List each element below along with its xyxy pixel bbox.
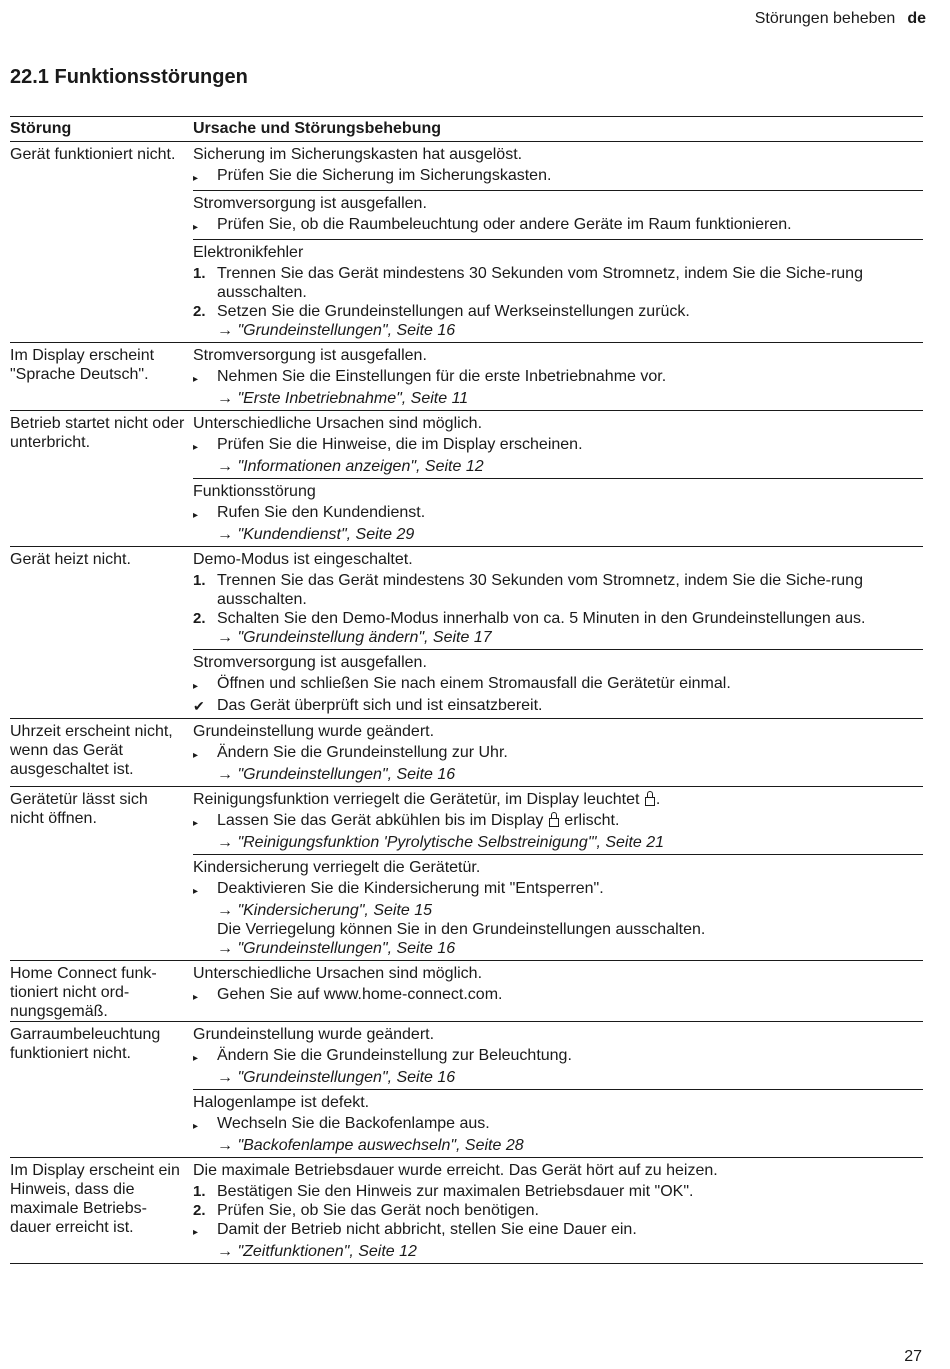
cause-text-end: . [655,791,661,808]
list-item [193,166,923,188]
cause-text: Demo-Modus ist eingeschaltet. [193,551,413,568]
table-row [10,719,923,787]
cause-block [193,142,923,190]
list-item [193,215,923,237]
cross-reference: → "Kindersicherung", Seite 15 [217,902,433,919]
fault-cell: Uhrzeit erscheint nicht, wenn das Gerät ausgeschaltet ist. [10,723,173,778]
action-text: Nehmen Sie die Einstellungen für die erste Inbetriebnahme vor. [217,368,667,385]
cross-reference: → "Zeitfunktionen", Seite 12 [217,1243,417,1260]
cause-text: Kindersicherung verriegelt die Gerätetür. [193,859,481,876]
cross-reference: → "Erste Inbetriebnahme", Seite 11 [217,390,469,407]
action-text: Damit der Betrieb nicht abbricht, stellen Sie eine Dauer ein. [217,1221,637,1238]
cause-text: Stromversorgung ist ausgefallen. [193,654,427,671]
fault-cell: Gerätetür lässt sich nicht öffnen. [10,791,148,827]
list-item [193,743,923,765]
running-header [755,10,926,28]
action-text: Wechseln Sie die Backofenlampe aus. [217,1115,490,1132]
cause-text: Grundeinstellung wurde geändert. [193,723,435,740]
cause-cell [193,142,923,342]
running-header-section: Störungen beheben [754,10,896,27]
bullet-icon: ▸ [193,1053,199,1064]
cross-reference: → "Grundeinstellungen", Seite 16 [217,766,456,783]
fault-cell: Im Display erscheint "Sprache Deutsch". [10,347,155,383]
bullet-icon: ▸ [193,818,199,829]
cause-block [193,1022,923,1089]
list-item [193,1220,923,1242]
cause-cell [193,343,923,410]
cause-cell [193,1022,923,1157]
result-text: Das Gerät überprüft sich und ist einsatzbereit. [217,697,543,714]
cross-reference: → "Grundeinstellungen", Seite 16 [217,322,456,339]
cause-block [193,1158,923,1263]
page-number: 27 [904,1348,922,1365]
bullet-icon: ▸ [193,510,199,521]
cause-block [193,1089,923,1157]
bullet-icon: ▸ [193,750,199,761]
cause-cell [193,1158,923,1263]
step-number: 1. [193,1183,206,1200]
lock-icon [549,812,559,826]
cause-block [193,854,923,960]
list-item [193,503,923,525]
step-number: 1. [193,265,206,282]
note-text: Die Verriegelung können Sie in den Grundeinstellungen ausschalten. [217,921,706,938]
cause-text [193,790,923,809]
list-item [193,435,923,457]
cause-block [193,190,923,239]
bullet-icon: ▸ [193,681,199,692]
cause-block [193,478,923,546]
bullet-icon: ▸ [193,1121,199,1132]
bullet-icon: ▸ [193,173,199,184]
column-header-cause: Ursache und Störungsbehebung [193,120,442,137]
cross-reference: → "Informationen anzeigen", Seite 12 [217,458,484,475]
cause-block [193,719,923,786]
step-number: 1. [193,572,206,589]
column-header-fault: Störung [10,120,72,137]
cause-text: Stromversorgung ist ausgefallen. [193,195,427,212]
table-row [10,1022,923,1158]
action-text: Rufen Sie den Kundendienst. [217,504,426,521]
list-item [193,985,923,1007]
cross-reference: → "Grundeinstellungen", Seite 16 [217,1069,456,1086]
cause-block [193,961,923,1009]
list-item [193,1201,923,1220]
list-item [193,674,923,696]
table-row [10,343,923,411]
table-row [10,787,923,961]
action-text: Prüfen Sie die Hinweise, die im Display erscheinen. [217,436,583,453]
action-text: Öffnen und schließen Sie nach einem Stromausfall die Gerätetür einmal. [217,675,731,692]
cause-text: Grundeinstellung wurde geändert. [193,1026,435,1043]
list-item [193,1182,923,1201]
list-item [193,696,923,716]
step-number: 2. [193,1202,206,1219]
cross-reference: → "Grundeinstellungen", Seite 16 [217,940,456,957]
language-code: de [907,10,926,27]
list-item [193,1046,923,1068]
action-text: Setzen Sie die Grundeinstellungen auf Werkseinstellungen zurück. [217,303,690,320]
cause-text: Elektronikfehler [193,244,304,261]
table-header [10,116,923,142]
action-text: Schalten Sie den Demo-Modus innerhalb von ca. 5 Minuten in den Grundeinstellungen aus. [217,610,866,627]
list-item [193,571,923,609]
fault-cell: Im Display erscheint ein Hinweis, dass die maximale Betriebs-dauer erreicht ist. [10,1162,180,1236]
list-item [193,609,923,628]
bullet-icon: ▸ [193,1227,199,1238]
action-text: Trennen Sie das Gerät mindestens 30 Sekunden vom Stromnetz, indem Sie die Siche-rung ausschalten. [217,265,863,301]
troubleshooting-table [10,116,923,1264]
cause-cell [193,411,923,546]
cause-text: Sicherung im Sicherungskasten hat ausgelöst. [193,146,523,163]
bullet-icon: ▸ [193,886,199,897]
cross-reference: → "Grundeinstellung ändern", Seite 17 [217,629,492,646]
bullet-icon: ▸ [193,374,199,385]
cause-text: Halogenlampe ist defekt. [193,1094,370,1111]
cause-block [193,343,923,410]
fault-cell: Garraumbeleuchtung funktioniert nicht. [10,1026,161,1062]
cause-cell [193,961,923,1021]
cause-block [193,411,923,478]
cause-cell [193,719,923,786]
table-row [10,961,923,1022]
cause-text: Stromversorgung ist ausgefallen. [193,347,427,364]
action-text: Trennen Sie das Gerät mindestens 30 Sekunden vom Stromnetz, indem Sie die Siche-rung ausschalten. [217,572,863,608]
action-text: Prüfen Sie die Sicherung im Sicherungskasten. [217,167,552,184]
step-number: 2. [193,610,206,627]
list-item [193,811,923,833]
fault-cell: Gerät funktioniert nicht. [10,146,176,163]
action-text: Gehen Sie auf www.home-connect.com. [217,986,503,1003]
cause-text: Unterschiedliche Ursachen sind möglich. [193,415,483,432]
cause-block [193,547,923,649]
fault-cell: Home Connect funk-tioniert nicht ord-nungsgemäß. [10,965,157,1020]
cause-block [193,787,923,854]
cause-cell [193,547,923,718]
list-item [193,264,923,302]
section-title: 22.1 Funktionsstörungen [10,66,248,88]
list-item [193,302,923,321]
action-text [217,811,923,833]
cause-block [193,239,923,342]
table-row [10,142,923,343]
cause-block [193,649,923,718]
cause-cell [193,787,923,960]
cross-reference: → "Reinigungsfunktion 'Pyrolytische Selbstreinigung'", Seite 21 [217,834,665,851]
bullet-icon: ▸ [193,442,199,453]
cause-text-part: Reinigungsfunktion verriegelt die Gerätetür, im Display leuchtet [193,791,640,808]
cause-text: Die maximale Betriebsdauer wurde erreicht. Das Gerät hört auf zu heizen. [193,1162,718,1179]
cross-reference: → "Kundendienst", Seite 29 [217,526,415,543]
action-text-part: Lassen Sie das Gerät abkühlen bis im Display [217,812,544,829]
action-text: Bestätigen Sie den Hinweis zur maximalen Betriebsdauer mit "OK". [217,1183,694,1200]
bullet-icon: ▸ [193,222,199,233]
fault-cell: Gerät heizt nicht. [10,551,131,568]
list-item [193,367,923,389]
list-item [193,1114,923,1136]
action-text: Ändern Sie die Grundeinstellung zur Uhr. [217,744,508,761]
table-row [10,547,923,719]
cause-text: Unterschiedliche Ursachen sind möglich. [193,965,483,982]
cross-reference: → "Backofenlampe auswechseln", Seite 28 [217,1137,524,1154]
step-number: 2. [193,303,206,320]
action-text: Prüfen Sie, ob Sie das Gerät noch benötigen. [217,1202,539,1219]
fault-cell: Betrieb startet nicht oder unterbricht. [10,415,185,451]
bullet-icon: ▸ [193,992,199,1003]
cause-text: Funktionsstörung [193,483,316,500]
action-text-end: erlischt. [564,812,620,829]
action-text: Deaktivieren Sie die Kindersicherung mit "Entsperren". [217,880,604,897]
check-icon: ✔ [193,698,205,714]
table-row [10,1158,923,1264]
list-item [193,879,923,901]
action-text: Ändern Sie die Grundeinstellung zur Beleuchtung. [217,1047,572,1064]
lock-icon [645,791,655,805]
table-row [10,411,923,547]
action-text: Prüfen Sie, ob die Raumbeleuchtung oder andere Geräte im Raum funktionieren. [217,216,792,233]
